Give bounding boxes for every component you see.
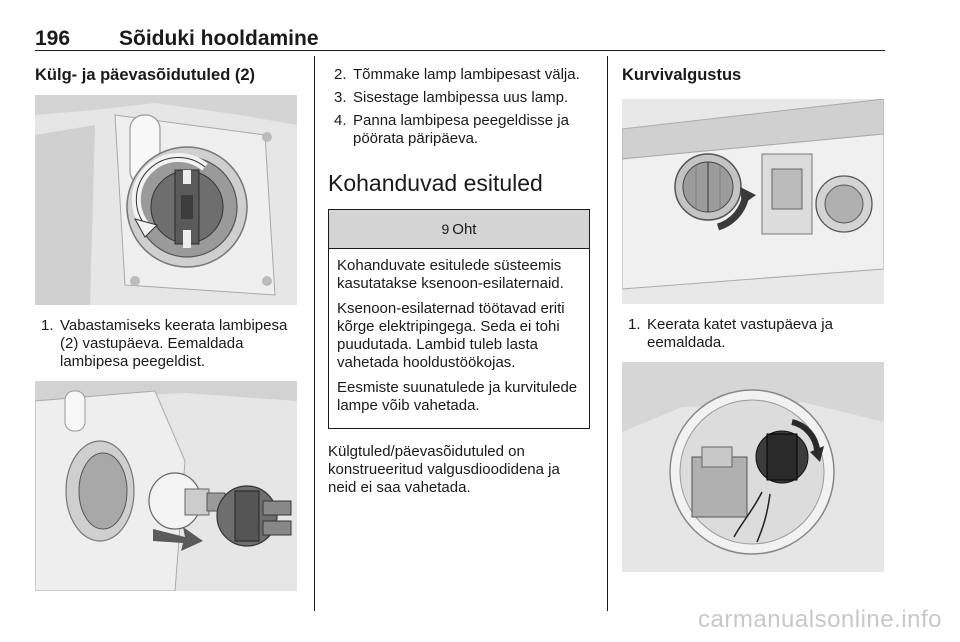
watermark: carmanualsonline.info — [698, 606, 942, 633]
page-header — [35, 22, 885, 51]
list-item: 1. Keerata katet vastupäeva ja eemaldada. — [628, 316, 833, 351]
list-item: 1. Vabastamiseks keerata lambipesa (2) vastupäeva. Eemaldada lambipesa peegeldist. — [41, 317, 288, 370]
warning-box — [328, 209, 590, 429]
steps-list — [622, 316, 884, 352]
list-item: 4. Panna lambipesa peegeldisse ja pöörata päripäeva. — [334, 112, 569, 147]
chapter-title: Sõiduki hooldamine — [119, 27, 319, 50]
section-heading: Külg- ja päevasõidutuled (2) — [35, 66, 256, 84]
body-paragraph: Külgtuled/päevasõidutuled on konstrueeritud valgusdioodidena ja neid ei saa vahetada. — [328, 443, 560, 496]
illustration-cornering-light-bulb — [622, 362, 884, 572]
warning-triangle-icon: 9 — [441, 221, 450, 237]
warning-paragraph: Eesmiste suunatulede ja kurvitulede lampe võib vahetada. — [337, 379, 578, 414]
warning-paragraph: Ksenoon-esilaternad töötavad eriti kõrge elektripingega. Seda ei tohi puudutada. Lambid tuleb lasta vahetada hooldustöökojas. — [337, 300, 565, 371]
column-left — [35, 58, 297, 591]
list-item: 2. Tõmmake lamp lambipesast välja. — [334, 66, 580, 83]
illustration-bulb-removal — [35, 381, 297, 591]
steps-list — [35, 317, 297, 371]
column-right — [622, 58, 884, 572]
warning-header — [329, 210, 589, 249]
column-divider — [314, 56, 315, 611]
illustration-headlamp-cover — [622, 99, 884, 304]
warning-title: Oht — [452, 220, 477, 238]
illustration-bulb-socket-rotate — [35, 95, 297, 305]
column-middle — [328, 58, 590, 497]
page-number: 196 — [35, 27, 71, 50]
warning-body — [329, 249, 589, 428]
steps-list — [328, 66, 590, 148]
warning-paragraph: Kohanduvate esitulede süsteemis kasutatakse ksenoon-esilaternaid. — [337, 257, 564, 292]
section-heading: Kohanduvad esituled — [328, 170, 543, 196]
column-divider — [607, 56, 608, 611]
list-item: 3. Sisestage lambipessa uus lamp. — [334, 89, 569, 106]
section-heading: Kurvivalgustus — [622, 66, 742, 84]
